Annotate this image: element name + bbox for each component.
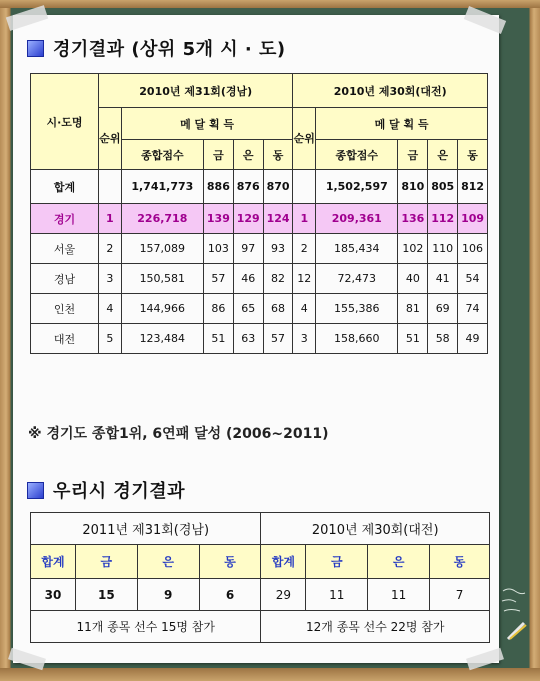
bronze-header-b: 동 [430, 545, 490, 579]
gold-header-b: 금 [306, 545, 368, 579]
silver-header-a: 은 [137, 545, 199, 579]
medal-header-b: 메 달 획 득 [316, 108, 488, 140]
chalkboard-bottom-edge [0, 668, 540, 681]
bullet-square-icon [27, 482, 44, 499]
top5-results-table [30, 73, 488, 354]
achievement-note: ※ 경기도 종합1위, 6연패 달성 (2006~2011) [28, 426, 329, 442]
score-header-b: 종합점수 [316, 140, 398, 170]
chalk-doodle-icon [500, 583, 528, 641]
silver-header-a: 은 [233, 140, 263, 170]
section-heading-results [27, 35, 286, 61]
bronze-header-a: 동 [199, 545, 261, 579]
paper-sheet [13, 15, 499, 663]
bronze-header-b: 동 [458, 140, 488, 170]
table-row: 대전 5 123,484 51 63 57 3 158,660 51 58 49 [31, 324, 488, 354]
city-results-table [30, 512, 490, 643]
event-a-header: 2010년 제31회(경남) [99, 74, 293, 108]
table-row: 인천 4 144,966 86 65 68 4 155,386 81 69 74 [31, 294, 488, 324]
table-row-total: 합계 1,741,773 886 876 870 1,502,597 810 805 812 [31, 170, 488, 204]
section-heading-city [27, 477, 185, 503]
total-header-a: 합계 [31, 545, 76, 579]
score-header-a: 종합점수 [121, 140, 203, 170]
gold-header-b: 금 [398, 140, 428, 170]
rank-header-a: 순위 [99, 108, 122, 170]
bronze-header-a: 동 [263, 140, 293, 170]
total-header-b: 합계 [261, 545, 306, 579]
medal-header-a: 메 달 획 득 [121, 108, 293, 140]
participation-a: 11개 종목 선수 15명 참가 [31, 611, 261, 643]
chalkboard-top-edge [0, 0, 540, 8]
participation-b: 12개 종목 선수 22명 참가 [261, 611, 490, 643]
bullet-square-icon [27, 40, 44, 57]
gold-header-a: 금 [75, 545, 137, 579]
section-title: 우리시 경기결과 [53, 481, 185, 502]
silver-header-b: 은 [428, 140, 458, 170]
section-title: 경기결과 (상위 5개 시 · 도) [53, 39, 286, 60]
region-header: 시·도명 [31, 74, 99, 170]
table-row: 경남 3 150,581 57 46 82 12 72,473 40 41 54 [31, 264, 488, 294]
rank-header-b: 순위 [293, 108, 316, 170]
gold-header-a: 금 [203, 140, 233, 170]
table-row: 30 15 9 6 29 11 11 7 [31, 579, 490, 611]
event-b-header: 2010년 제30회(대전) [261, 513, 490, 545]
event-b-header: 2010년 제30회(대전) [293, 74, 488, 108]
silver-header-b: 은 [368, 545, 430, 579]
event-a-header: 2011년 제31회(경남) [31, 513, 261, 545]
table-row: 서울 2 157,089 103 97 93 2 185,434 102 110 106 [31, 234, 488, 264]
table-row-highlight: 경기 1 226,718 139 129 124 1 209,361 136 112 109 [31, 204, 488, 234]
